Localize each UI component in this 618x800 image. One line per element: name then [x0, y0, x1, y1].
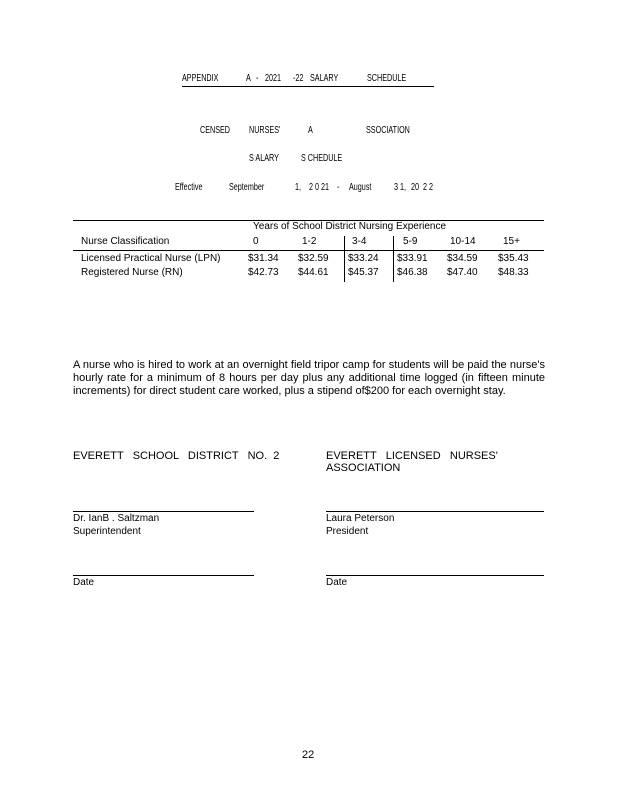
heading-word: 2 0 21: [309, 182, 330, 193]
table-cell: $33.91: [397, 253, 428, 264]
column-header: 0: [253, 236, 259, 247]
page-number: 22: [302, 749, 315, 761]
table-cell: $32.59: [298, 253, 329, 264]
table-cell: $45.37: [348, 267, 379, 278]
association-date-line: [326, 575, 544, 576]
column-header: 3-4: [352, 236, 367, 247]
heading-word: S ALARY: [249, 153, 279, 164]
heading-word: -22: [293, 73, 304, 84]
table-cell: $44.61: [298, 267, 329, 278]
table-cell: $47.40: [447, 267, 478, 278]
association-signature-line: [326, 511, 544, 512]
table-cell: $35.43: [498, 253, 529, 264]
column-header: 5-9: [403, 236, 418, 247]
heading-word: September: [229, 182, 265, 193]
years-group-header: Years of School District Nursing Experience: [253, 221, 447, 232]
district-name: EVERETT SCHOOL DISTRICT NO. 2: [73, 450, 280, 462]
heading-word: 2 2: [423, 182, 434, 193]
heading-word: August: [349, 182, 372, 193]
row-label: Registered Nurse (RN): [81, 267, 183, 278]
heading-word: CENSED: [200, 125, 231, 136]
association-signer-name: Laura Peterson: [326, 513, 395, 524]
district-signer-name: Dr. IanB . Saltzman: [73, 513, 160, 524]
table-cell: $48.33: [498, 267, 529, 278]
column-header: 1-2: [302, 236, 317, 247]
heading-word: NURSES': [249, 125, 281, 136]
association-name-line2: ASSOCIATION: [326, 462, 401, 474]
association-signer-title: President: [326, 526, 369, 537]
heading-word: Effective: [175, 182, 203, 193]
column-header: 15+: [503, 236, 520, 247]
heading-word: -: [256, 73, 259, 84]
column-header: 10-14: [450, 236, 476, 247]
heading-word: 2021: [265, 73, 282, 84]
heading-word: 1,: [295, 182, 302, 193]
heading-word: SCHEDULE: [367, 73, 407, 84]
table-cell: $34.59: [447, 253, 478, 264]
district-date-line: [73, 575, 254, 576]
heading-word: -: [337, 182, 340, 193]
table-column-divider: [344, 236, 345, 282]
heading-word: APPENDIX: [182, 73, 219, 84]
table-header-rule: [73, 250, 544, 251]
table-cell: $42.73: [248, 267, 279, 278]
heading-word: S CHEDULE: [301, 153, 343, 164]
district-signature-line: [73, 511, 254, 512]
district-date-label: Date: [73, 577, 95, 588]
classification-header: Nurse Classification: [81, 236, 170, 247]
table-cell: $31.34: [248, 253, 279, 264]
heading-word: SSOCIATION: [366, 125, 410, 136]
association-date-label: Date: [326, 577, 348, 588]
table-column-divider: [393, 236, 394, 282]
heading-word: A: [308, 125, 313, 136]
heading-word: SALARY: [310, 73, 339, 84]
table-cell: $33.24: [348, 253, 379, 264]
heading-underline: [182, 86, 434, 87]
district-signer-title: Superintendent: [73, 526, 141, 537]
heading-word: A: [246, 73, 251, 84]
heading-word: 20: [411, 182, 420, 193]
association-name-line1: EVERETT LICENSED NURSES': [326, 450, 498, 462]
overnight-trip-paragraph: A nurse who is hired to work at an overnight field tripor camp for students will be paid the nurse's hourly rate for a minimum of 8 hours per day plus any additional time logged (in fifteen minute increments) for direct student care worked, plus a stipend of$200 for each overnight stay.: [73, 359, 545, 397]
table-cell: $46.38: [397, 267, 428, 278]
heading-word: 3 1,: [394, 182, 407, 193]
row-label: Licensed Practical Nurse (LPN): [81, 253, 221, 264]
